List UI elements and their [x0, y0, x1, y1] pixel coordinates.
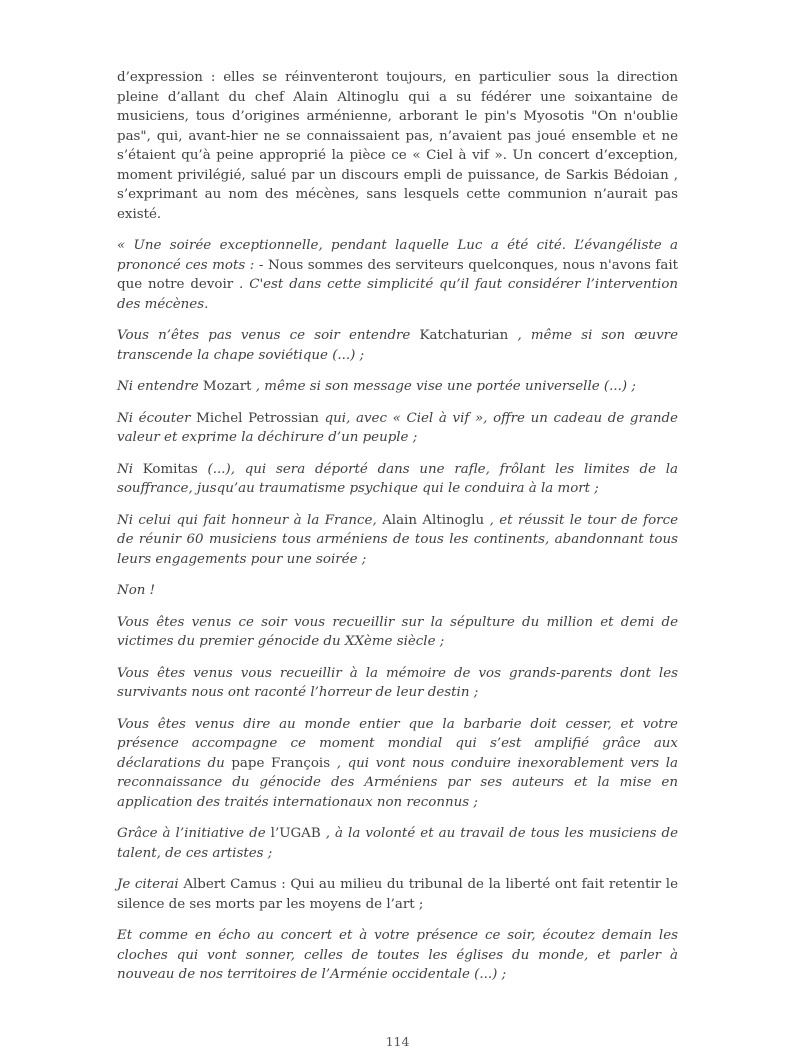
text-run: pape François	[231, 755, 337, 771]
text-run: « Une soirée exceptionnelle, pendant laquelle Luc a été cité. L’évangéliste a prononcé ces mots :	[117, 238, 678, 273]
paragraph	[117, 926, 678, 985]
text-run: Vous êtes venus dire au monde entier que la barbarie doit cesser, et votre présence accompagne ce moment mondial qui s’est amplifié grâce aux déclarations du	[117, 716, 678, 771]
text-run: Vous êtes venus ce soir vous recueillir sur la sépulture du million et demi de victimes du premier génocide du XXème siècle ;	[117, 614, 678, 649]
text-run: Ni écouter	[117, 410, 197, 426]
text-run: Ni entendre	[117, 379, 203, 394]
text-run: - Nous sommes des serviteurs quelconques, nous n'avons fait que notre devoir .	[117, 257, 678, 292]
text-run: Komitas	[142, 461, 208, 477]
paragraph	[117, 581, 678, 601]
paragraph	[117, 824, 678, 863]
text-run: l’UGAB	[270, 826, 326, 841]
paragraph	[117, 236, 678, 314]
text-run: Mozart	[202, 379, 256, 394]
text-run: Katchaturian	[419, 328, 518, 343]
paragraph	[117, 377, 678, 397]
text-run: qui, avec « Ciel à vif », offre un cadeau de grande valeur et exprime la déchirure d’un peuple ;	[117, 410, 678, 445]
text-run: Ni	[117, 461, 143, 477]
text-run: Et comme en écho au concert et à votre présence ce soir, écoutez demain les cloches qui vont sonner, celles de toutes les églises du monde, et parler à nouveau de nos territoires de l’Arménie occidentale (...) ;	[117, 928, 678, 982]
text-run: Vous êtes venus vous recueillir à la mémoire de vos grands-parents dont les survivants nous ont raconté l’horreur de leur destin ;	[117, 665, 678, 700]
paragraph	[117, 68, 678, 224]
paragraph	[117, 460, 678, 499]
text-run: Vous n’êtes pas venus ce soir entendre	[117, 328, 420, 343]
text-run: d’expression : elles se réinventeront toujours, en particulier sous la direction pleine d’allant du chef Alain Altinoglu qui a su fédérer une soixantaine de musiciens, tous d’origines arménienne, arborant le pin's Myosotis "On n'oublie pas", qui, avant-hier ne se connaissaient pas, n’avaient pas joué ensemble et ne s’étaient qu’à peine approprié la pièce ce « Ciel à vif ». Un concert d’exception, moment privilégié, salué par un discours empli de puissance, de Sarkis Bédoian , s’exprimant au nom des mécènes, sans lesquels cette communion n’aurait pas existé.	[117, 70, 678, 222]
text-run: Albert Camus : Qui au milieu du tribunal de la liberté ont fait retentir le silence de ses morts par les moyens de l’art ;	[117, 877, 678, 912]
text-run: Je citerai	[117, 877, 184, 892]
page-number: 114	[385, 1034, 410, 1049]
paragraph	[117, 511, 678, 570]
text-run: , qui vont nous conduire inexorablement vers la reconnaissance du génocide des Arméniens par ses auteurs et la mise en application des traités internationaux non reconnus ;	[117, 755, 679, 810]
text-run: , même si son œuvre transcende la chape soviétique (...) ;	[117, 328, 679, 363]
text-run: , même si son message vise une portée universelle (...) ;	[255, 379, 636, 394]
paragraph	[117, 664, 678, 703]
paragraph	[117, 409, 678, 448]
text-run: Alain Altinoglu	[382, 512, 490, 528]
text-run: (...), qui sera déporté dans une rafle, frôlant les limites de la souffrance, jusqu’au traumatisme psychique qui le conduira à la mort ;	[117, 461, 678, 496]
text-run: , à la volonté et au travail de tous les musiciens de talent, de ces artistes ;	[117, 826, 678, 861]
text-run: , et réussit le tour de force de réunir 60 musiciens tous arméniens de tous les continents, abandonnant tous leurs engagements pour une soirée ;	[117, 512, 678, 567]
text-run: Ni celui qui fait honneur à la France,	[117, 512, 383, 528]
text-run: Michel Petrossian	[196, 410, 325, 426]
paragraph	[117, 715, 678, 813]
text-run: Non !	[117, 583, 156, 598]
paragraph	[117, 875, 678, 914]
paragraph	[117, 613, 678, 652]
text-run: Grâce à l’initiative de	[117, 826, 271, 841]
text-run: C'est dans cette simplicité qu’il faut considérer l’intervention des mécènes.	[117, 277, 679, 312]
body-text	[117, 68, 678, 997]
paragraph	[117, 326, 678, 365]
